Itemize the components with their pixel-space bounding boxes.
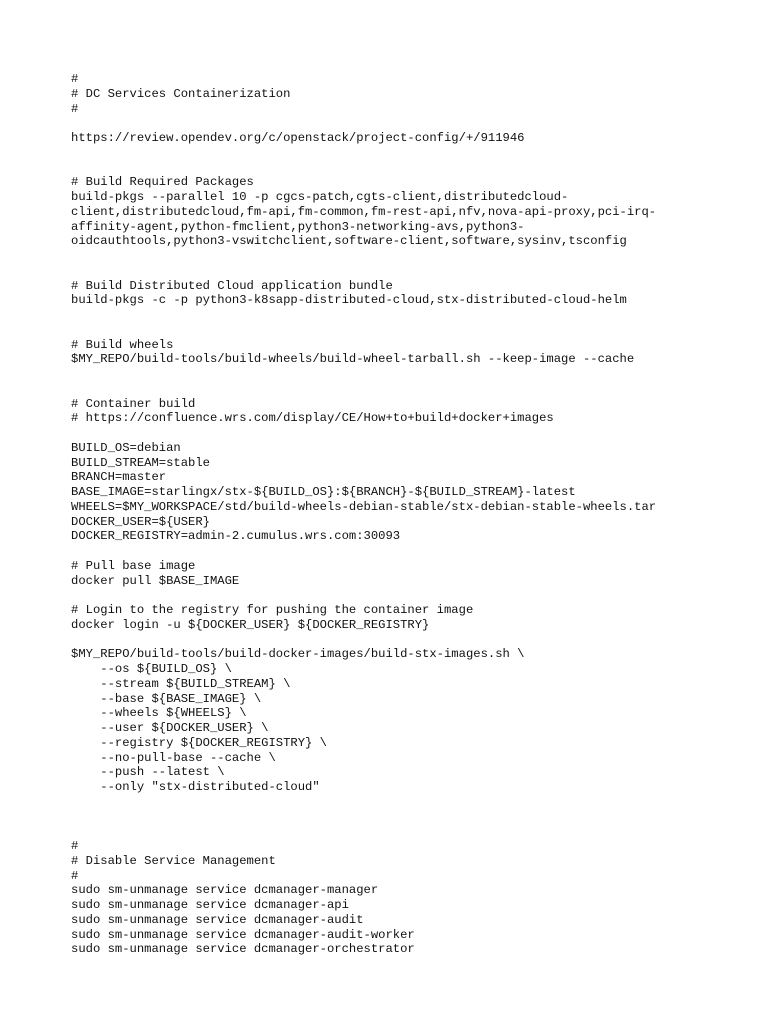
document-line [71,588,761,603]
document-line: # Build wheels [71,337,174,352]
document-line: # Login to the registry for pushing the container image [71,603,474,617]
document-line: $MY_REPO/build-tools/build-wheels/build-wheel-tarball.sh --keep-image --cache [71,352,635,367]
document-line [71,426,761,441]
document-line: sudo sm-unmanage service dcmanager-audit-worker [71,927,415,942]
document-line: # [71,839,79,853]
document-line [71,146,761,161]
document-line [71,633,761,648]
document-line: # Disable Service Management [71,853,276,868]
document-line: build-pkgs -c -p python3-k8sapp-distributed-cloud,stx-distributed-cloud-helm [71,293,627,308]
document-line: docker pull $BASE_IMAGE [71,573,240,588]
document-line: # [71,72,79,86]
document-line: --wheels ${WHEELS} \ [71,706,247,721]
document-line: https://review.opendev.org/c/openstack/project-config/+/911946 [71,131,525,145]
document-line: affinity-agent,python-fmclient,python3-networking-avs,python3- [71,219,525,234]
document-line: BRANCH=master [71,470,167,485]
document-line: client,distributedcloud,fm-api,fm-common,fm-rest-api,nfv,nova-api-proxy,pci-irq- [71,204,657,219]
document-line: BASE_IMAGE=starlingx/stx-${BUILD_OS}:${BRANCH}-${BUILD_STREAM}-latest [71,485,576,499]
document-line: BUILD_STREAM=stable [71,455,210,470]
document-line: # Pull base image [71,558,196,573]
document-line: sudo sm-unmanage service dcmanager-audit [71,912,364,927]
document-line: build-pkgs --parallel 10 -p cgcs-patch,cgts-client,distributedcloud- [71,190,569,204]
document-line: --no-pull-base --cache \ [71,750,276,765]
document-line: WHEELS=$MY_WORKSPACE/std/build-wheels-debian-stable/stx-debian-stable-wheels.tar [71,499,657,514]
document-line: sudo sm-unmanage service dcmanager-orchestrator [71,942,415,957]
document-line: # [71,101,79,116]
document-line: --stream ${BUILD_STREAM} \ [71,676,291,691]
document-line: docker login -u ${DOCKER_USER} ${DOCKER_REGISTRY} [71,617,430,632]
document-line: --user ${DOCKER_USER} \ [71,721,269,735]
document-body [71,72,761,957]
document-line [71,249,761,264]
document-line: DOCKER_USER=${USER} [71,514,210,529]
document-line [71,367,761,382]
document-line: --os ${BUILD_OS} \ [71,662,232,676]
document-line [71,308,761,323]
document-line: --registry ${DOCKER_REGISTRY} \ [71,735,327,750]
document-line [71,161,761,176]
document-line: # Build Distributed Cloud application bundle [71,278,393,293]
document-line: DOCKER_REGISTRY=admin-2.cumulus.wrs.com:30093 [71,529,401,544]
document-line [71,323,761,338]
document-line [71,824,761,839]
document-line: # https://confluence.wrs.com/display/CE/How+to+build+docker+images [71,411,554,426]
document-line [71,810,761,825]
document-line [71,116,761,131]
document-line [71,382,761,397]
document-line: BUILD_OS=debian [71,440,181,455]
document-line: oidcauthtools,python3-vswitchclient,software-client,software,sysinv,tsconfig [71,234,627,249]
document-line: --only "stx-distributed-cloud" [71,780,320,794]
document-line [71,264,761,279]
document-line: # DC Services Containerization [71,86,291,101]
document-line: # Build Required Packages [71,175,254,190]
document-line: # [71,868,79,883]
document-line: --base ${BASE_IMAGE} \ [71,691,262,706]
document-line: # Container build [71,396,196,411]
document-line: sudo sm-unmanage service dcmanager-manager [71,883,379,898]
document-line [71,795,761,810]
document-line: --push --latest \ [71,765,225,780]
document-line [71,544,761,559]
document-line: $MY_REPO/build-tools/build-docker-images/build-stx-images.sh \ [71,647,525,662]
document-line: sudo sm-unmanage service dcmanager-api [71,898,349,912]
